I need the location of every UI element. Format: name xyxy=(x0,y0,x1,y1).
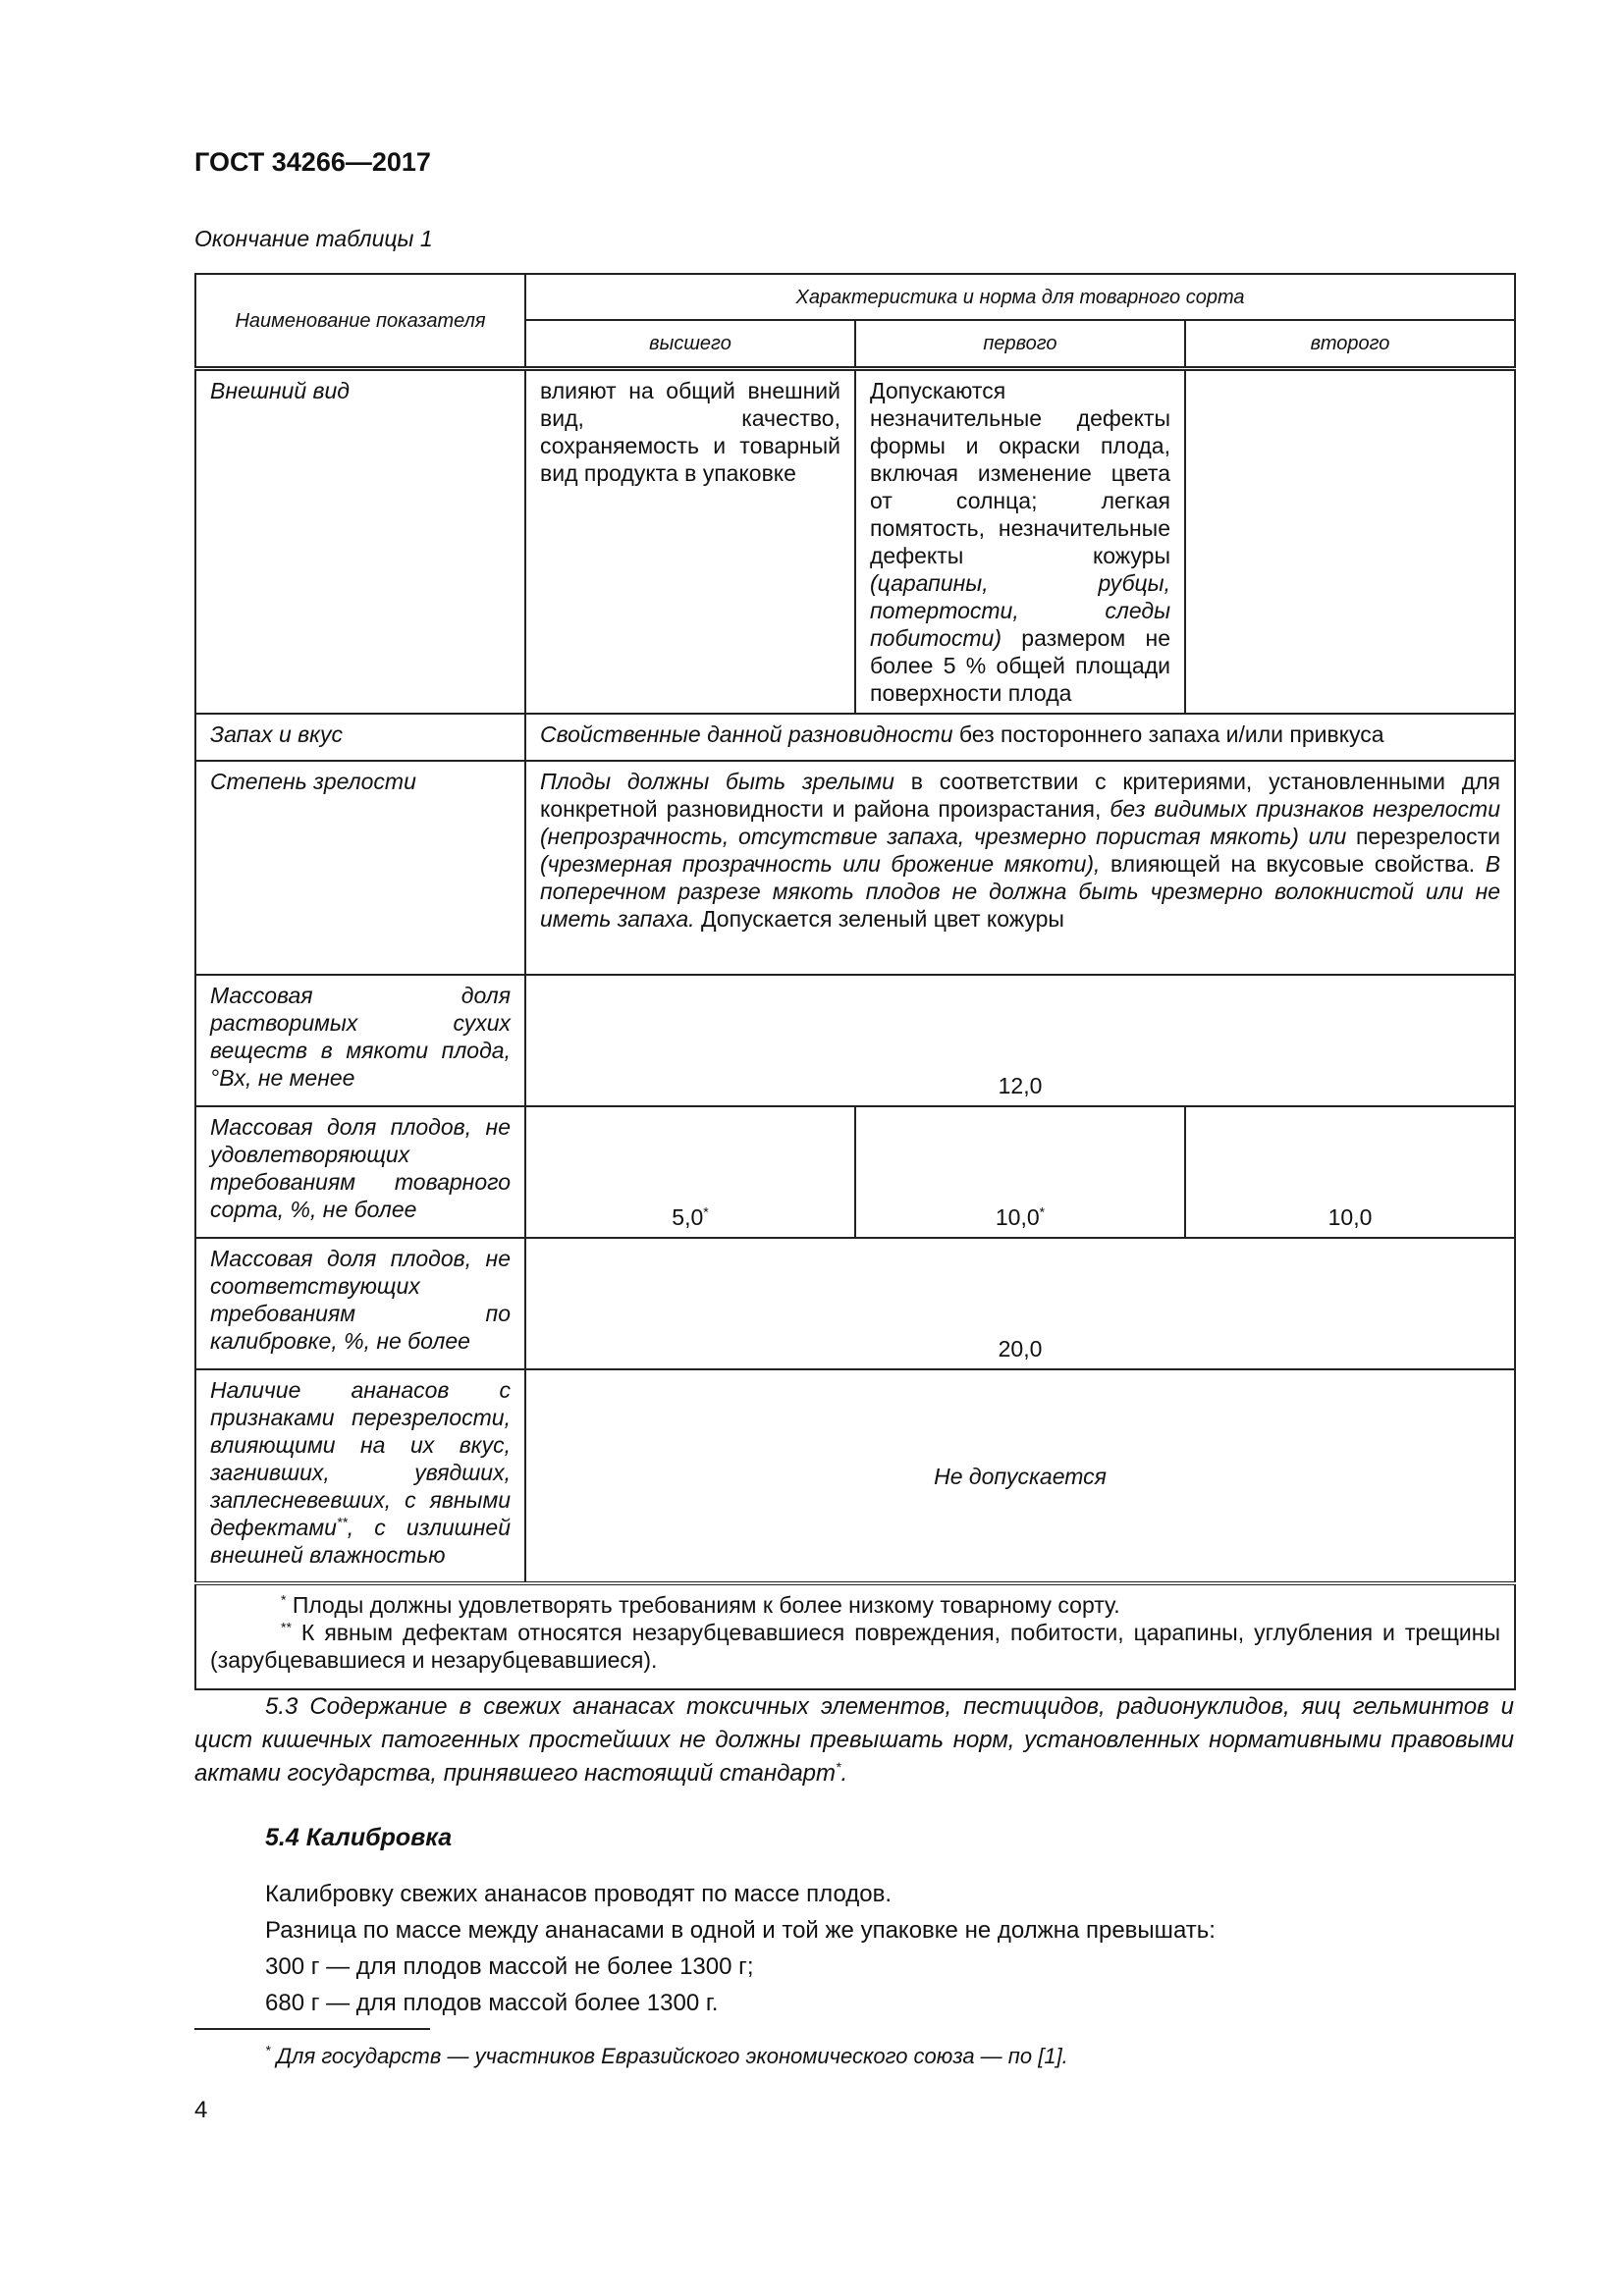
row-name-nonconforming-grade: Массовая доля плодов, не удовлетворяющих требованиям товарного сорта, %, не более xyxy=(195,1106,525,1238)
ripeness-t4: перезрелости xyxy=(1346,824,1501,849)
footnote-mark: * xyxy=(265,2042,271,2058)
table-row xyxy=(195,1238,1515,1369)
overripe-name-a: Наличие ананасов с признаками перезрелости, влияющими на их вкус, загнивших, увядших, заплесневевших, с явными дефектами xyxy=(210,1377,511,1540)
nonconforming-grade-highest-value: 5,0 xyxy=(672,1204,704,1230)
table-notes xyxy=(195,1583,1515,1689)
calibration-line-1: Калибровку свежих ананасов проводят по массе плодов. xyxy=(265,1881,893,1907)
table-caption: Окончание таблицы 1 xyxy=(194,226,433,251)
document-id: ГОСТ 34266—2017 xyxy=(194,147,431,177)
table-row xyxy=(195,369,1515,715)
table-row xyxy=(195,1369,1515,1583)
section-5-4-heading: 5.4 Калибровка xyxy=(265,1824,453,1851)
ripeness-t6: влияющей на вкусовые свойства. xyxy=(1100,851,1486,877)
appearance-second xyxy=(1185,369,1515,715)
smell-value xyxy=(525,714,1515,761)
ripeness-value xyxy=(525,761,1515,975)
page-number: 4 xyxy=(194,2097,208,2123)
nonconforming-grade-first xyxy=(855,1106,1185,1238)
table-note-2 xyxy=(210,1619,1500,1674)
ripeness-t3: без видимых признаков незрелости (непрозрачность, отсутствие запаха, чрезмерно пористая мякоть) или xyxy=(540,796,1501,849)
appearance-first-text-c: размером не более 5 % общей площади поверхности плода xyxy=(870,625,1170,706)
calibration-line-4: 680 г — для плодов массой более 1300 г. xyxy=(265,1990,719,2016)
calibration-line-2: Разница по массе между ананасами в одной и той же упаковке не должна превышать: xyxy=(265,1917,1216,1944)
table-row xyxy=(195,1106,1515,1238)
section-5-3-text: 5.3 Содержание в свежих ананасах токсичных элементов, пестицидов, радионуклидов, яиц гельминтов и цист кишечных патогенных простейших не должны превышать норм, установленных нормативными правовыми актами государства, принявшего настоящий стандарт xyxy=(194,1693,1514,1787)
ripeness-t1: Плоды должны быть зрелыми xyxy=(540,769,894,794)
grade-header-second: второго xyxy=(1185,320,1515,369)
ripeness-t8: Допускается зеленый цвет кожуры xyxy=(694,906,1064,932)
nonconforming-grade-second: 10,0 xyxy=(1185,1106,1515,1238)
ripeness-t2: в соответствии с критериями, установленными для конкретной разновидности и района произрастания, xyxy=(540,769,1501,822)
section-5-3 xyxy=(194,1690,1514,1790)
footnote-mark: ** xyxy=(281,1619,292,1635)
quality-table xyxy=(194,273,1516,1690)
row-name-soluble-solids: Массовая доля растворимых сухих веществ в мякоти плода, °Bx, не менее xyxy=(195,975,525,1106)
table-note-1-text: Плоды должны удовлетворять требованиям к более низкому товарному сорту. xyxy=(286,1592,1120,1618)
smell-value-a: Свойственные данной разновидности xyxy=(540,721,953,747)
footnote-mark: * xyxy=(1039,1203,1046,1220)
nonconforming-grade-highest xyxy=(525,1106,855,1238)
calibration-line-3: 300 г — для плодов массой не более 1300 г; xyxy=(265,1953,754,1980)
row-name-nonconforming-size: Массовая доля плодов, не соответствующих требованиям по калибровке, %, не более xyxy=(195,1238,525,1369)
ripeness-t7: В поперечном разрезе мякоть плодов не должна быть чрезмерно волокнистой или не иметь запаха. xyxy=(540,851,1501,932)
param-column-header: Наименование показателя xyxy=(195,274,525,369)
overripe-name-b: , с излишней внешней влажностью xyxy=(210,1515,511,1568)
ripeness-t5: (чрезмерная прозрачность или брожение мякоти), xyxy=(540,851,1101,877)
row-name-ripeness: Степень зрелости xyxy=(195,761,525,975)
grade-header-first: первого xyxy=(855,320,1185,369)
page-footnote-text: Для государств — участников Евразийского экономического союза — по [1]. xyxy=(270,2044,1068,2068)
footnote-mark: ** xyxy=(336,1514,348,1530)
soluble-solids-value: 12,0 xyxy=(525,975,1515,1106)
smell-value-b: без постороннего запаха и/или привкуса xyxy=(952,721,1384,747)
table-row xyxy=(195,975,1515,1106)
row-name-appearance: Внешний вид xyxy=(195,369,525,715)
row-name-smell: Запах и вкус xyxy=(195,714,525,761)
nonconforming-grade-first-value: 10,0 xyxy=(995,1204,1040,1230)
footnote-mark: * xyxy=(281,1591,287,1608)
table-row xyxy=(195,761,1515,975)
page-footnote xyxy=(265,2044,1068,2069)
footnote-mark: * xyxy=(836,1759,841,1775)
appearance-highest: влияют на общий внешний вид, качество, сохраняемость и товарный вид продукта в упаковке xyxy=(525,369,855,715)
footnote-separator xyxy=(194,2028,430,2030)
grade-header-highest: высшего xyxy=(525,320,855,369)
table-note-2-text: К явным дефектам относятся незарубцевавшиеся повреждения, побитости, царапины, углубления и трещины (зарубцевавшиеся и незарубцевавшиеся). xyxy=(210,1620,1501,1673)
appearance-first xyxy=(855,369,1185,715)
row-name-overripe xyxy=(195,1369,525,1583)
section-5-3-end: . xyxy=(840,1760,848,1787)
grade-group-header: Характеристика и норма для товарного сорта xyxy=(525,274,1515,320)
table-note-1 xyxy=(210,1591,1500,1619)
appearance-first-text-a: Допускаются незначительные дефекты формы и окраски плода, включая изменение цвета от солнца; легкая помятость, незначительные дефекты кожуры xyxy=(870,378,1170,568)
overripe-value: Не допускается xyxy=(525,1369,1515,1583)
appearance-first-text-b: (царапины, рубцы, потертости, следы побитости) xyxy=(870,570,1170,651)
nonconforming-size-value: 20,0 xyxy=(525,1238,1515,1369)
table-notes-row xyxy=(195,1583,1515,1689)
table-row xyxy=(195,714,1515,761)
footnote-mark: * xyxy=(703,1203,709,1220)
